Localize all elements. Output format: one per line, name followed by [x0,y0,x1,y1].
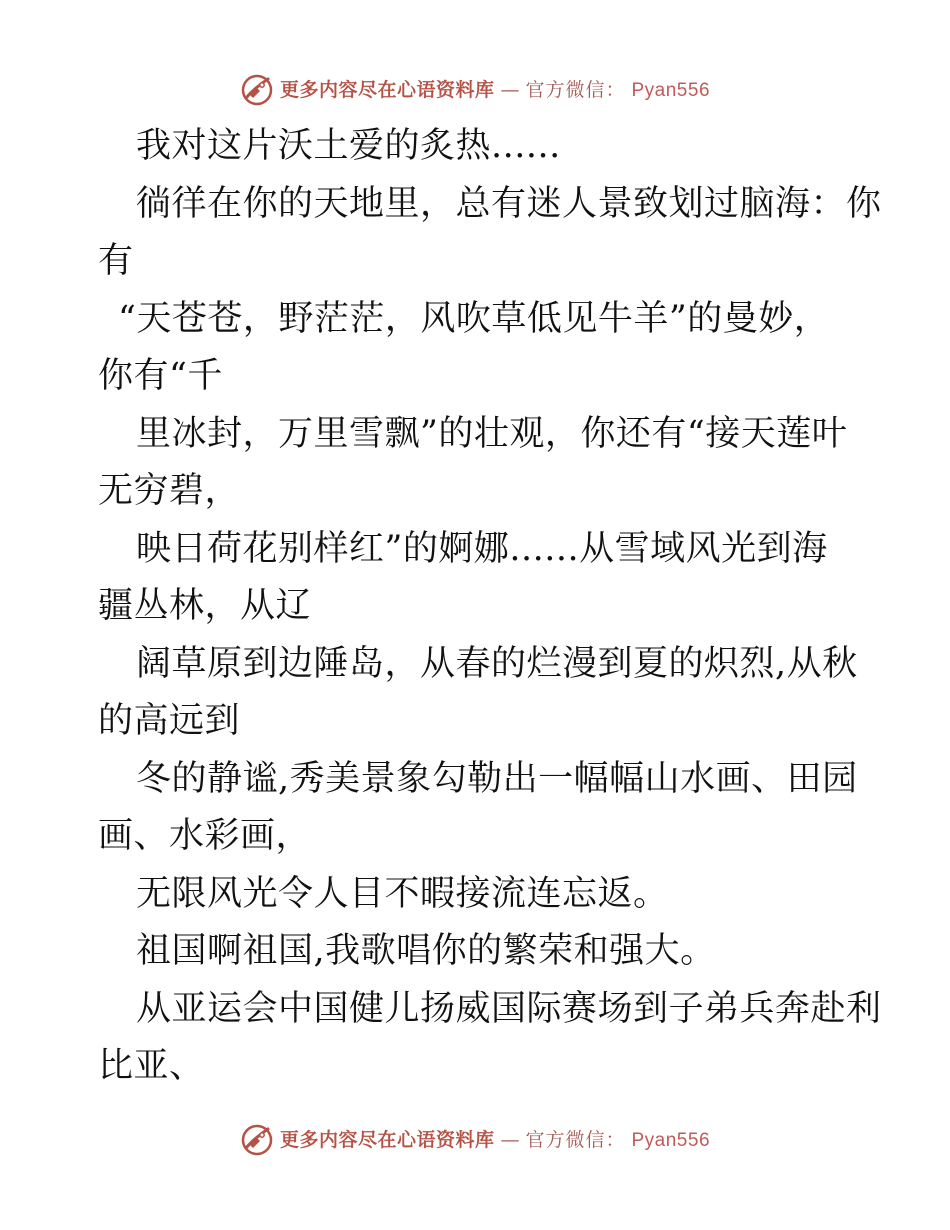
body-line: 里冰封，万里雪飘”的壮观，你还有“接天莲叶 [136,413,848,454]
pen-logo-icon [240,73,274,107]
body-line: 的高远到 [98,701,241,741]
header-banner [0,70,950,110]
footer-banner [0,1120,950,1160]
body-line: 阔草原到边陲岛，从春的烂漫到夏的炽烈,从秋 [136,643,858,684]
body-line: 徜徉在你的天地里，总有迷人景致划过脑海：你 [136,183,882,224]
body-line: 你有“千 [98,356,223,396]
body-line: 比亚、 [98,1046,205,1086]
footer-handle: Pyan556 [631,1129,711,1151]
header-label: 官方微信： [525,78,626,101]
body-line: 无限风光令人目不暇接流连忘返。 [136,873,669,914]
body-line: 我对这片沃土爱的炙热...... [136,126,561,166]
body-line: 从亚运会中国健儿扬威国际赛场到子弟兵奔赴利 [136,988,882,1029]
body-line: “天苍苍，野茫茫，风吹草低见牛羊”的曼妙， [118,298,830,339]
body-line: 无穷碧， [98,471,241,511]
header-lead: 更多内容尽在心语资料库 [279,78,495,101]
footer-lead: 更多内容尽在心语资料库 [279,1128,495,1151]
body-line: 映日荷花别样红”的婀娜......从雪域风光到海 [136,528,828,569]
body-line: 画、水彩画， [98,816,312,856]
body-line: 有 [98,241,134,281]
body-line: 疆丛林，从辽 [98,586,312,626]
body-line: 冬的静谧,秀美景象勾勒出一幅幅山水画、田园 [136,758,858,799]
document-body [98,118,882,1096]
body-line: 祖国啊祖国,我歌唱你的繁荣和强大。 [136,931,716,971]
footer-label: 官方微信： [525,1128,626,1151]
header-handle: Pyan556 [631,79,711,101]
header-separator: — [500,78,520,101]
pen-logo-icon [240,1123,274,1157]
footer-separator: — [500,1128,520,1151]
